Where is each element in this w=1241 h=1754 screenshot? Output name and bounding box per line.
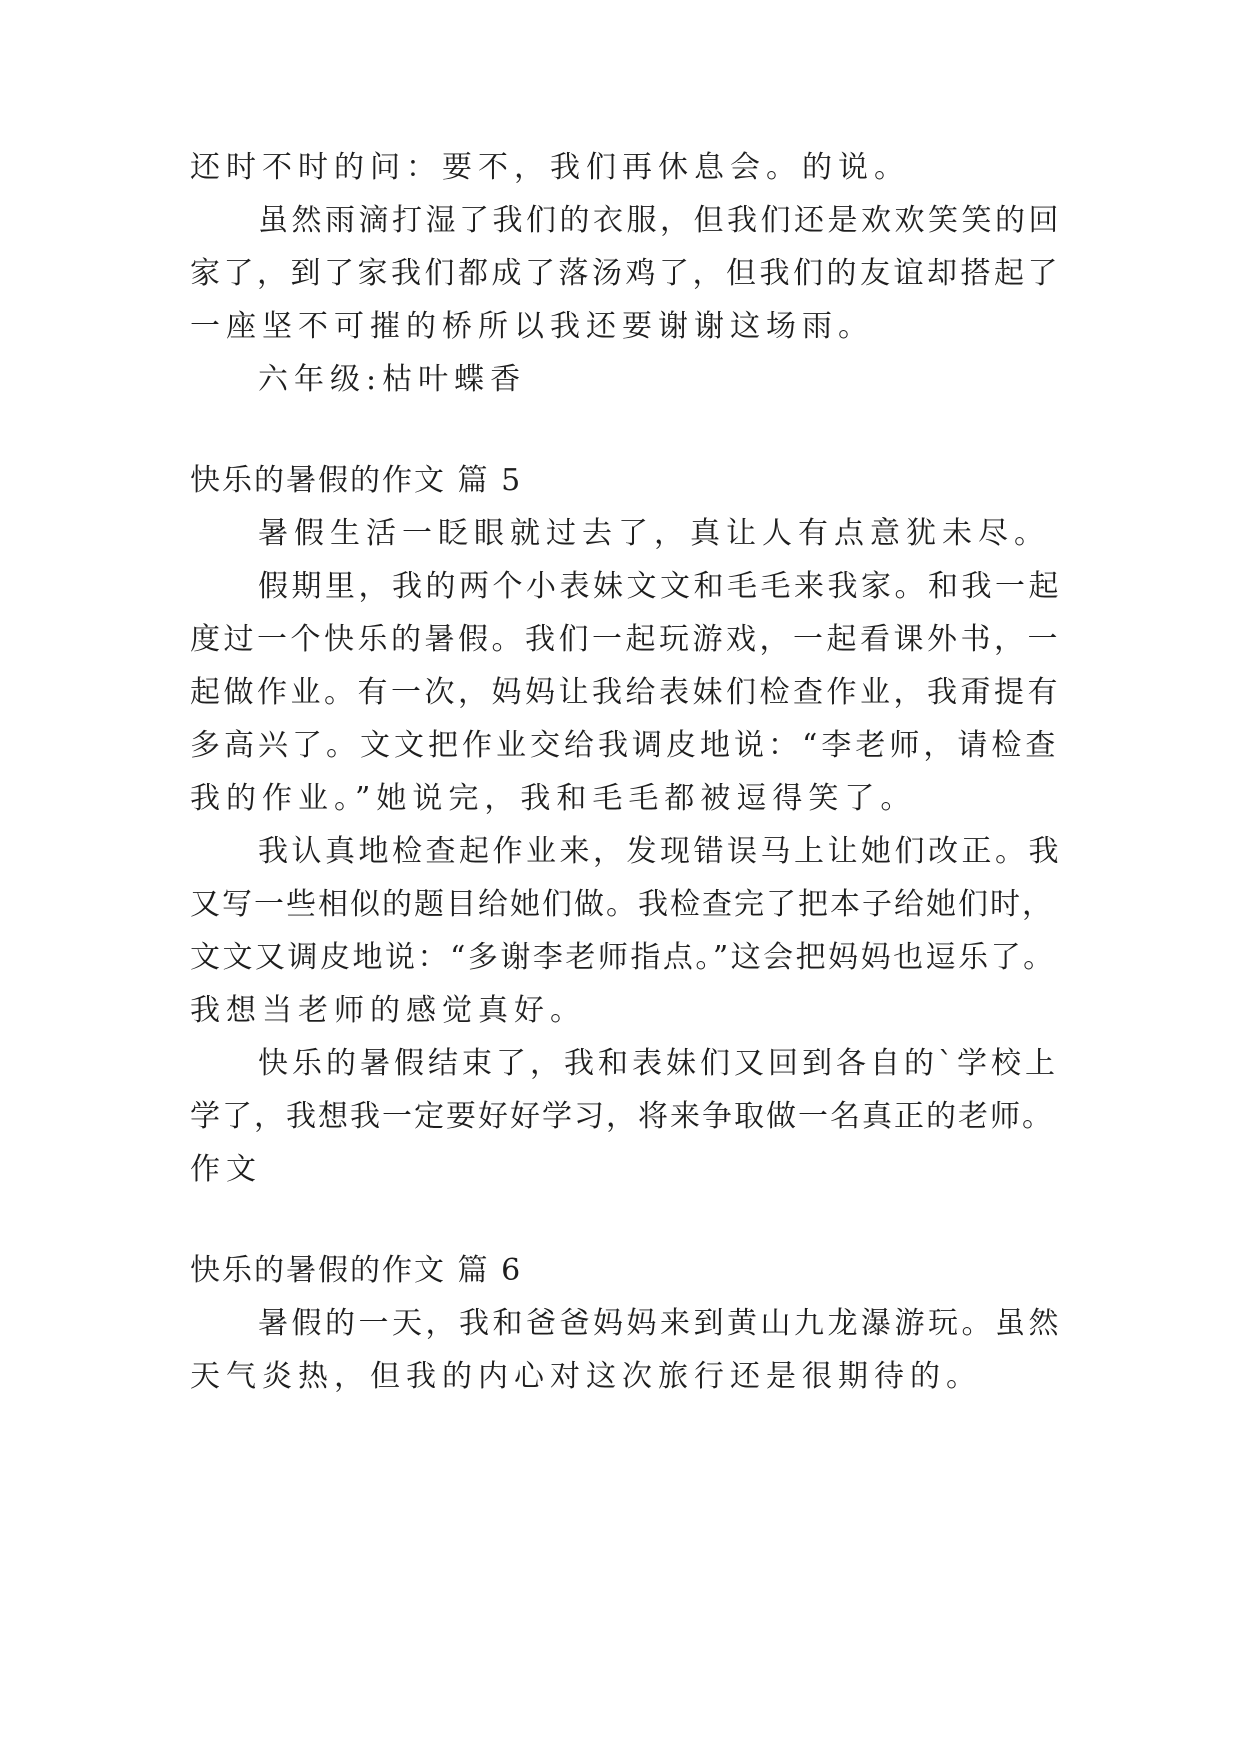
paragraph-line: 假期里，我的两个小表妹文文和毛毛来我家。和我一起 [258,569,1062,604]
section-heading: 快乐的暑假的作文 篇 6 [190,1253,523,1288]
paragraph-line: 天气炎热，但我的内心对这次旅行还是很期待的。 [190,1359,982,1394]
paragraph-line: 一座坚不可摧的桥所以我还要谢谢这场雨。 [190,309,874,344]
paragraph-line: 起做作业。有一次，妈妈让我给表妹们检查作业，我甭提有 [190,675,1061,710]
paragraph-line: 又写一些相似的题目给她们做。我检查完了把本子给她们时， [190,887,1054,922]
paragraph-line: 家了，到了家我们都成了落汤鸡了，但我们的友谊却搭起了 [190,256,1061,291]
paragraph-line: 我想当老师的感觉真好。 [190,993,586,1028]
paragraph-line: 还时不时的问：要不，我们再休息会。的说。 [190,150,910,185]
author-signature: 六年级:枯叶蝶香 [258,362,527,397]
paragraph-line: 快乐的暑假结束了，我和表妹们又回到各自的`学校上 [258,1046,1059,1081]
paragraph-line: 文文又调皮地说：“多谢李老师指点。”这会把妈妈也逗乐了。 [190,940,1056,975]
paragraph-line: 我认真地检查起作业来，发现错误马上让她们改正。我 [258,834,1062,869]
paragraph-line: 度过一个快乐的暑假。我们一起玩游戏，一起看课外书，一 [190,622,1061,657]
paragraph-line: 多高兴了。文文把作业交给我调皮地说：“李老师，请检查 [190,728,1060,763]
paragraph-line: 我的作业。”她说完，我和毛毛都被逗得笑了。 [190,781,917,816]
paragraph-line: 作文 [190,1152,262,1187]
paragraph-line: 学了，我想我一定要好好学习，将来争取做一名真正的老师。 [190,1099,1054,1134]
section-heading: 快乐的暑假的作文 篇 5 [190,463,523,498]
paragraph-line: 暑假的一天，我和爸爸妈妈来到黄山九龙瀑游玩。虽然 [258,1306,1062,1341]
paragraph-line: 虽然雨滴打湿了我们的衣服，但我们还是欢欢笑笑的回 [258,203,1062,238]
paragraph-line: 暑假生活一眨眼就过去了，真让人有点意犹未尽。 [258,516,1050,551]
